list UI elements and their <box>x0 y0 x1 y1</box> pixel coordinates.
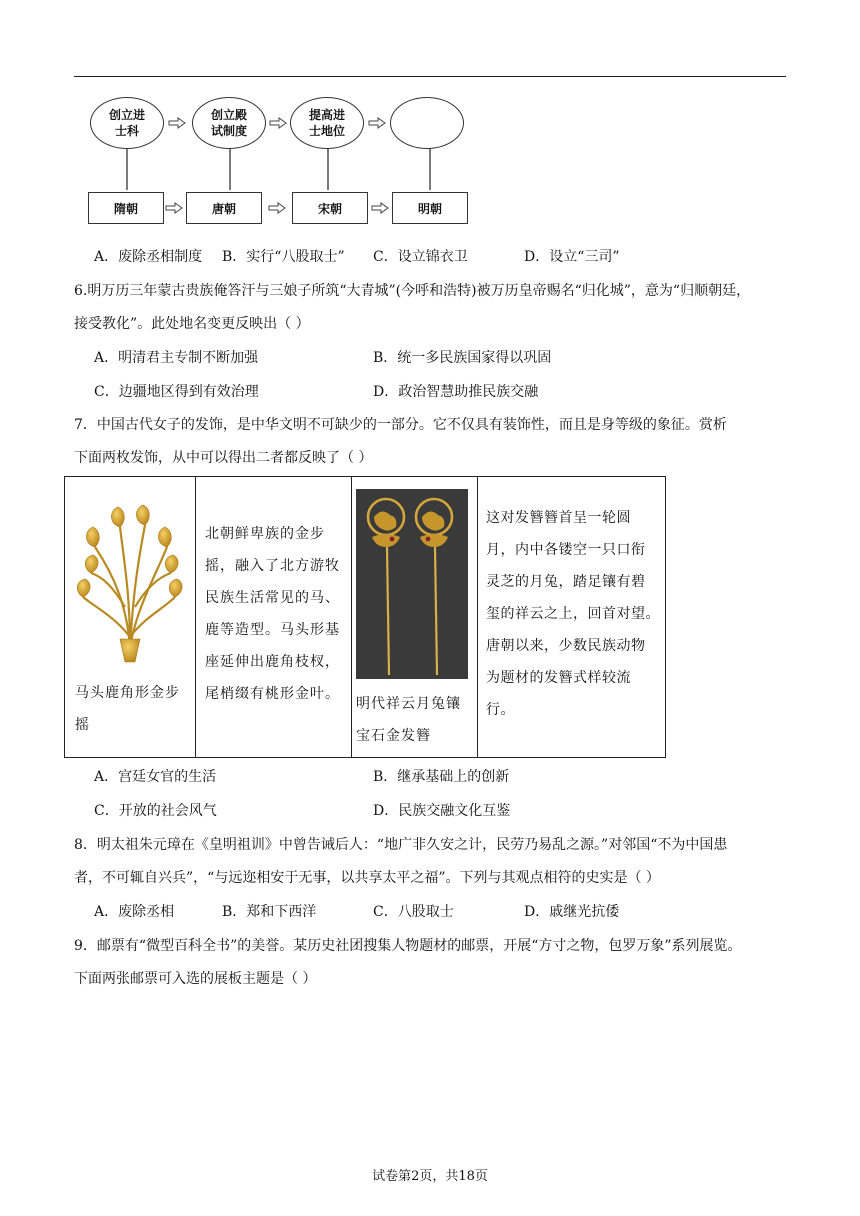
oval-text: 试制度 <box>210 124 247 138</box>
q6-option-a[interactable]: A．明清君主专制不断加强 <box>94 350 259 366</box>
header-rule <box>74 76 786 77</box>
q9-stem-line-2: 下面两张邮票可入选的展板主题是（ ） <box>74 971 317 987</box>
q7-stem-line-2: 下面两枚发饰，从中可以得出二者都反映了（ ） <box>74 450 373 466</box>
page-footer: 试卷第2页，共18页 <box>372 1169 488 1184</box>
q5-option-a[interactable]: A．废除丞相制度 <box>94 249 203 265</box>
dynasty-label: 唐朝 <box>211 201 236 216</box>
oval-text: 士地位 <box>308 124 345 138</box>
desc-line: 灵芝的月兔，踏足镶有碧 <box>486 574 646 590</box>
arrow-right-icon <box>268 202 286 214</box>
artifact1-caption <box>75 677 195 741</box>
desc-line: 月，内中各镂空一只口衔 <box>486 542 646 558</box>
imperial-exam-flow-diagram <box>80 90 480 230</box>
artifact1-description-cell <box>195 477 351 757</box>
caption-line: 宝石金发簪 <box>356 728 431 744</box>
q6-option-c[interactable]: C．边疆地区得到有效治理 <box>94 384 259 400</box>
desc-line: 玺的祥云之上，回首对望。 <box>486 606 660 622</box>
oval-stage-1 <box>90 97 164 149</box>
q8-option-d[interactable]: D．戚继光抗倭 <box>524 904 620 920</box>
oval-stage-4-blank <box>390 97 464 149</box>
q7-option-d[interactable]: D．民族交融文化互鉴 <box>373 803 511 819</box>
dynasty-label: 明朝 <box>417 201 442 216</box>
arrow-right-icon <box>168 117 186 129</box>
q5-option-c[interactable]: C．设立锦衣卫 <box>373 249 468 265</box>
q8-option-a[interactable]: A．废除丞相 <box>94 904 175 920</box>
artifact2-description <box>486 502 664 726</box>
dynasty-box <box>392 192 468 224</box>
q8-stem-line-1: 8．明太祖朱元璋在《皇明祖训》中曾告诫后人：“地广非久安之计，民劳乃易乱之源。”对邻国“不为中国患 <box>74 837 728 853</box>
q6-option-b[interactable]: B．统一多民族国家得以巩固 <box>373 350 552 366</box>
arrow-right-icon <box>368 117 386 129</box>
desc-line: 行。 <box>486 702 515 718</box>
caption-line: 摇 <box>75 717 90 733</box>
gold-hairpin-pair-image <box>356 489 468 679</box>
arrow-right-icon <box>371 202 389 214</box>
q6-stem-line-2: 接受教化”。此处地名变更反映出（ ） <box>74 316 310 332</box>
q8-stem-line-2: 者，不可辄自兴兵”，“与远迩相安于无事，以共享太平之福”。下列与其观点相符的史实是（ ） <box>74 870 660 886</box>
oval-stage-3 <box>290 97 364 149</box>
caption-line: 马头鹿角形金步 <box>75 685 180 701</box>
gold-buyao-headdress-image <box>75 497 185 665</box>
q8-option-b[interactable]: B．郑和下西洋 <box>222 904 317 920</box>
q7-option-c[interactable]: C．开放的社会风气 <box>94 803 217 819</box>
q5-option-d[interactable]: D．设立“三司” <box>524 249 620 265</box>
oval-stage-2 <box>192 97 266 149</box>
desc-line: 尾梢缀有桃形金叶。 <box>205 686 340 702</box>
artifact1-description <box>205 518 355 710</box>
oval-text: 提高进 <box>308 108 345 122</box>
artifact-table <box>64 476 666 758</box>
dynasty-label: 隋朝 <box>113 201 138 216</box>
desc-line: 唐朝以来，少数民族动物 <box>486 638 646 654</box>
q6-option-d[interactable]: D．政治智慧助推民族交融 <box>373 384 539 400</box>
dynasty-box <box>292 192 368 224</box>
q9-stem-line-1: 9．邮票有“微型百科全书”的美誉。某历史社团搜集人物题材的邮票，开展“方寸之物，包罗万象”系列展览。 <box>74 938 742 954</box>
artifact2-image-cell <box>351 477 477 757</box>
q7-option-a[interactable]: A．宫廷女官的生活 <box>94 769 217 785</box>
artifact1-image-cell <box>65 477 195 757</box>
artifact2-description-cell <box>477 477 665 757</box>
q6-stem-line-1: 6.明万历三年蒙古贵族俺答汗与三娘子所筑“大青城”(今呼和浩特)被万历皇帝赐名“归化城”，意为“归顺朝廷， <box>74 283 751 299</box>
artifact2-caption <box>356 688 478 752</box>
oval-text: 创立殿 <box>210 108 247 122</box>
dynasty-box <box>186 192 262 224</box>
desc-line: 为题材的发簪式样较流 <box>486 670 631 686</box>
caption-line: 明代祥云月兔镶 <box>356 696 461 712</box>
oval-text: 创立进 <box>108 108 145 122</box>
desc-line: 民族生活常见的马、 <box>205 590 340 606</box>
desc-line: 座延伸出鹿角枝杈， <box>205 654 340 670</box>
desc-line: 北朝鲜卑族的金步 <box>205 526 325 542</box>
q5-option-b[interactable]: B．实行“八股取士” <box>222 249 345 265</box>
arrow-right-icon <box>165 202 183 214</box>
dynasty-box <box>88 192 164 224</box>
arrow-right-icon <box>269 117 287 129</box>
desc-line: 鹿等造型。马头形基 <box>205 622 340 638</box>
q8-option-c[interactable]: C．八股取士 <box>373 904 454 920</box>
desc-line: 摇，融入了北方游牧 <box>205 558 340 574</box>
desc-line: 这对发簪簪首呈一轮圆 <box>486 510 631 526</box>
q7-option-b[interactable]: B．继承基础上的创新 <box>373 769 510 785</box>
oval-text: 士科 <box>114 124 139 138</box>
dynasty-label: 宋朝 <box>317 201 342 216</box>
q7-stem-line-1: 7．中国古代女子的发饰，是中华文明不可缺少的一部分。它不仅具有装饰性，而且是身等级的象征。赏析 <box>74 417 727 433</box>
